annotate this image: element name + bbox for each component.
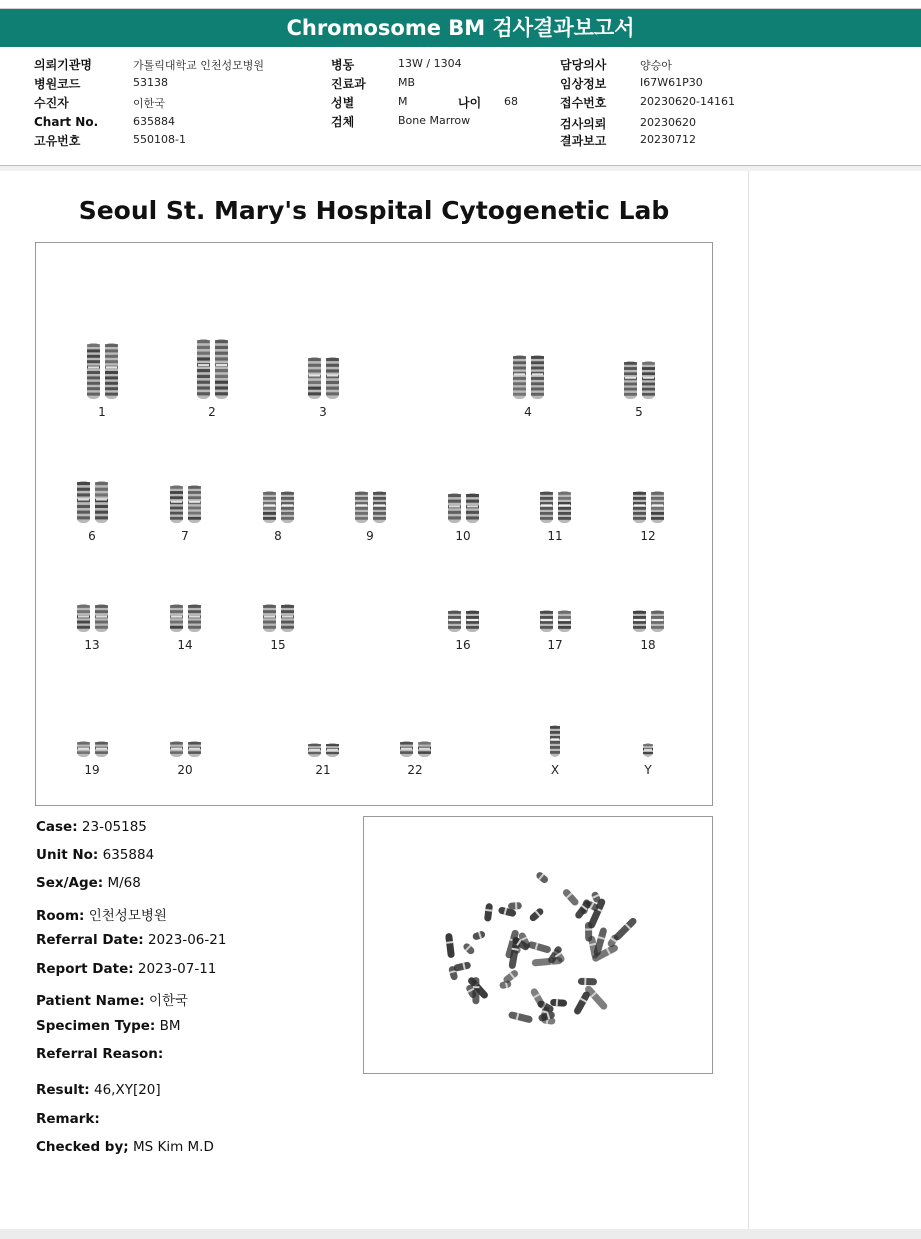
chromosome-pair-17 — [538, 609, 572, 633]
report-field-label: Sex/Age: — [36, 875, 104, 891]
report-field-label: Referral Reason: — [36, 1046, 164, 1062]
report-field-7 — [36, 1018, 181, 1034]
report-field-8 — [36, 1046, 163, 1062]
chromosome-pair-11 — [538, 490, 572, 524]
report-field-0 — [36, 819, 147, 835]
chromosome-label-18: 18 — [640, 638, 656, 652]
metaphase-image — [363, 816, 713, 1074]
chromosome-pair-19 — [75, 740, 109, 758]
report-field-label: Referral Date: — [36, 932, 144, 948]
info-label-report-date: 결과보고 — [560, 134, 607, 148]
info-label-department: 진료과 — [331, 77, 366, 91]
report-field-label: Result: — [36, 1082, 90, 1098]
report-field-value: 이한국 — [144, 993, 189, 1009]
info-label-chart-no: Chart No. — [34, 115, 99, 129]
report-field-value: 2023-07-11 — [133, 961, 217, 977]
info-value-ward: 13W / 1304 — [398, 57, 462, 70]
chromosome-label-1: 1 — [98, 405, 106, 419]
info-value-patient: 이한국 — [133, 97, 165, 110]
chromosome-label-6: 6 — [88, 529, 96, 543]
chromosome-pair-9 — [353, 490, 387, 524]
report-field-9 — [36, 1082, 161, 1098]
info-label-age: 나이 — [458, 96, 482, 110]
report-field-value: 23-05185 — [77, 819, 147, 835]
report-field-2 — [36, 875, 141, 891]
report-field-5 — [36, 961, 216, 977]
report-field-label: Room: — [36, 908, 85, 924]
chromosome-pair-18 — [631, 609, 665, 633]
chromosome-label-16: 16 — [455, 638, 471, 652]
chromosome-label-y: Y — [644, 763, 652, 777]
chromosome-pair-3 — [306, 356, 340, 400]
chromosome-pair-10 — [446, 492, 480, 524]
chromosome-pair-4 — [511, 354, 545, 400]
report-field-label: Specimen Type: — [36, 1018, 156, 1034]
info-value-requester: 가톨릭대학교 인천성모병원 — [133, 59, 265, 72]
chromosome-label-5: 5 — [635, 405, 643, 419]
info-label-receipt-no: 접수번호 — [560, 96, 607, 110]
chromosome-pair-y — [640, 742, 656, 758]
report-field-value: 인천성모병원 — [84, 908, 167, 924]
patient-info-panel — [0, 47, 921, 166]
report-field-value: MS Kim M.D — [128, 1139, 214, 1155]
report-field-6 — [36, 989, 188, 1009]
chromosome-label-15: 15 — [270, 638, 286, 652]
chromosome-pair-13 — [75, 603, 109, 633]
top-bar — [0, 0, 921, 9]
report-field-label: Unit No: — [36, 847, 99, 863]
chromosome-pair-22 — [398, 740, 432, 758]
chromosome-label-19: 19 — [84, 763, 100, 777]
report-field-label: Report Date: — [36, 961, 134, 977]
info-value-report-date: 20230712 — [640, 133, 696, 146]
info-value-receipt-no: 20230620-14161 — [640, 95, 735, 108]
info-value-specimen: Bone Marrow — [398, 114, 471, 127]
report-field-value: 2023-06-21 — [143, 932, 227, 948]
chromosome-pair-12 — [631, 490, 665, 524]
info-label-unique-no: 고유번호 — [34, 134, 81, 148]
report-title: Chromosome BM 검사결과보고서 — [286, 16, 635, 40]
report-field-4 — [36, 932, 226, 948]
report-field-label: Patient Name: — [36, 993, 145, 1009]
info-value-doctor: 양승아 — [640, 59, 672, 72]
karyogram-image — [35, 242, 713, 806]
info-value-clinical: I67W61P30 — [640, 76, 703, 89]
info-value-hospital-code: 53138 — [133, 76, 168, 89]
chromosome-label-9: 9 — [366, 529, 374, 543]
chromosome-pair-1 — [85, 342, 119, 400]
info-label-specimen: 검체 — [331, 115, 355, 129]
chromosome-pair-20 — [168, 740, 202, 758]
chromosome-label-17: 17 — [547, 638, 563, 652]
info-label-clinical: 임상정보 — [560, 77, 607, 91]
info-label-ward: 병동 — [331, 58, 355, 72]
report-field-value: BM — [155, 1018, 181, 1034]
chromosome-pair-7 — [168, 484, 202, 524]
chromosome-label-13: 13 — [84, 638, 100, 652]
report-field-label: Case: — [36, 819, 78, 835]
info-label-patient: 수진자 — [34, 96, 69, 110]
chromosome-pair-2 — [195, 338, 229, 400]
chromosome-pair-14 — [168, 603, 202, 633]
lab-title: Seoul St. Mary's Hospital Cytogenetic Lab — [78, 196, 670, 225]
right-blank-pane — [749, 171, 921, 1229]
info-label-hospital-code: 병원코드 — [34, 77, 81, 91]
chromosome-pair-6 — [75, 480, 109, 524]
chromosome-label-22: 22 — [407, 763, 423, 777]
info-value-age: 68 — [504, 95, 518, 108]
chromosome-label-10: 10 — [455, 529, 471, 543]
chromosome-pair-8 — [261, 490, 295, 524]
info-label-doctor: 담당의사 — [560, 58, 607, 72]
chromosome-label-14: 14 — [177, 638, 193, 652]
chromosome-label-21: 21 — [315, 763, 331, 777]
chromosome-label-x: X — [550, 763, 560, 777]
info-value-unique-no: 550108-1 — [133, 133, 186, 146]
chromosome-label-8: 8 — [274, 529, 282, 543]
info-value-request-date: 20230620 — [640, 116, 696, 129]
chromosome-pair-5 — [622, 360, 656, 400]
chromosome-label-20: 20 — [177, 763, 193, 777]
report-field-3 — [36, 904, 167, 924]
report-field-label: Remark: — [36, 1111, 100, 1127]
metaphase-spread — [364, 817, 712, 1073]
bottom-strip — [0, 1229, 921, 1239]
chromosome-label-2: 2 — [208, 405, 216, 419]
info-label-sex: 성별 — [331, 96, 355, 110]
chromosome-label-11: 11 — [547, 529, 563, 543]
report-field-value: 46,XY[20] — [89, 1082, 161, 1098]
chromosome-label-3: 3 — [319, 405, 327, 419]
chromosome-label-7: 7 — [181, 529, 189, 543]
report-title-banner — [0, 9, 921, 47]
chromosome-pair-15 — [261, 603, 295, 633]
report-field-11 — [36, 1139, 214, 1155]
chromosome-pair-16 — [446, 609, 480, 633]
info-value-department: MB — [398, 76, 416, 89]
chromosome-label-12: 12 — [640, 529, 656, 543]
chromosome-pair-x — [547, 724, 563, 758]
report-field-value: 635884 — [98, 847, 155, 863]
chromosome-pair-21 — [306, 742, 340, 758]
chromosome-label-4: 4 — [524, 405, 532, 419]
report-field-10 — [36, 1111, 100, 1127]
info-value-sex: M — [398, 95, 408, 108]
info-label-request-date: 검사의뢰 — [560, 117, 607, 131]
info-value-chart-no: 635884 — [133, 115, 175, 128]
report-field-label: Checked by; — [36, 1139, 129, 1155]
report-field-1 — [36, 847, 154, 863]
info-label-requester: 의뢰기관명 — [34, 58, 92, 72]
report-field-value: M/68 — [103, 875, 141, 891]
